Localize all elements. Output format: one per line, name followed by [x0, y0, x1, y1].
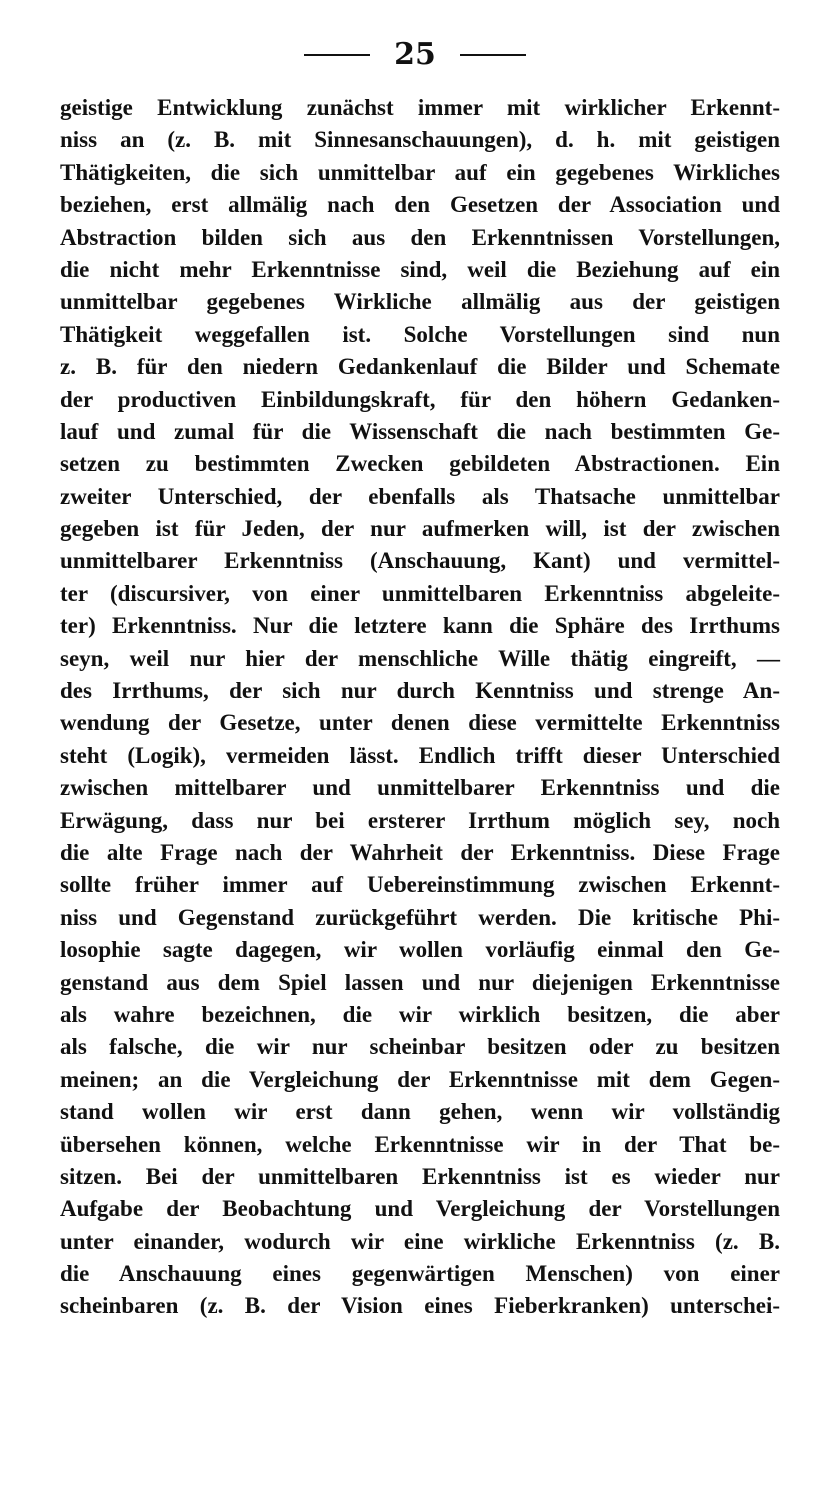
text-line: ter) Erkenntniss. Nur die letztere kann die Sphäre des Irrthums [60, 613, 780, 639]
text-line: scheinbaren (z. B. der Vision eines Fieberkranken) unterschei- [60, 1293, 780, 1319]
text-line: losophie sagte dagegen, wir wollen vorläufig einmal den Ge- [60, 937, 780, 963]
text-line: unter einander, wodurch wir eine wirkliche Erkenntniss (z. B. [60, 1228, 780, 1254]
text-line: ter (discursiver, von einer unmittelbaren Erkenntniss abgeleite- [60, 580, 780, 606]
page-header [0, 30, 830, 80]
body-text [60, 92, 780, 1323]
text-line: setzen zu bestimmten Zwecken gebildeten Abstractionen. Ein [60, 451, 780, 477]
text-line: als falsche, die wir nur scheinbar besitzen oder zu besitzen [60, 1034, 780, 1060]
text-line: niss an (z. B. mit Sinnesanschauungen), d. h. mit geistigen [60, 127, 780, 153]
text-line: Aufgabe der Beobachtung und Vergleichung der Vorstellungen [60, 1196, 780, 1222]
text-line: Abstraction bilden sich aus den Erkenntnissen Vorstellungen, [60, 224, 780, 250]
text-line: lauf und zumal für die Wissenschaft die nach bestimmten Ge- [60, 418, 780, 444]
text-line: übersehen können, welche Erkenntnisse wir in der That be- [60, 1131, 780, 1157]
text-line: genstand aus dem Spiel lassen und nur diejenigen Erkenntnisse [60, 969, 780, 995]
header-rule-left [304, 54, 370, 56]
text-line: seyn, weil nur hier der menschliche Wille thätig eingreift, — [60, 645, 780, 671]
page-number: 25 [394, 37, 436, 72]
text-line: z. B. für den niedern Gedankenlauf die Bilder und Schemate [60, 354, 780, 380]
text-line: zwischen mittelbarer und unmittelbarer Erkenntniss und die [60, 775, 780, 801]
text-line: geistige Entwicklung zunächst immer mit wirklicher Erkennt- [60, 95, 780, 120]
text-line: die alte Frage nach der Wahrheit der Erkenntniss. Diese Frage [60, 839, 780, 865]
text-line: gegeben ist für Jeden, der nur aufmerken will, ist der zwischen [60, 516, 780, 542]
text-line: meinen; an die Vergleichung der Erkenntnisse mit dem Gegen- [60, 1066, 780, 1092]
text-line: niss und Gegenstand zurückgeführt werden. Die kritische Phi- [60, 904, 780, 930]
text-line: als wahre bezeichnen, die wir wirklich besitzen, die aber [60, 1001, 780, 1027]
text-line: die Anschauung eines gegenwärtigen Menschen) von einer [60, 1261, 780, 1287]
text-line: Erwägung, dass nur bei ersterer Irrthum möglich sey, noch [60, 807, 780, 833]
text-line: wendung der Gesetze, unter denen diese vermittelte Erkenntniss [60, 710, 780, 736]
text-line: der productiven Einbildungskraft, für den höhern Gedanken- [60, 386, 780, 412]
text-line: sollte früher immer auf Uebereinstimmung zwischen Erkennt- [60, 872, 780, 898]
text-line: unmittelbar gegebenes Wirkliche allmälig aus der geistigen [60, 289, 780, 315]
text-line: des Irrthums, der sich nur durch Kenntniss und strenge An- [60, 678, 780, 704]
header-rule-right [460, 54, 526, 56]
text-line: beziehen, erst allmälig nach den Gesetzen der Association und [60, 192, 780, 218]
text-line: steht (Logik), vermeiden lässt. Endlich trifft dieser Unterschied [60, 742, 780, 768]
text-line: zweiter Unterschied, der ebenfalls als Thatsache unmittelbar [60, 483, 780, 509]
text-line: sitzen. Bei der unmittelbaren Erkenntniss ist es wieder nur [60, 1163, 780, 1189]
text-line: Thätigkeit weggefallen ist. Solche Vorstellungen sind nun [60, 321, 780, 347]
text-line: stand wollen wir erst dann gehen, wenn wir vollständig [60, 1099, 780, 1125]
text-line: Thätigkeiten, die sich unmittelbar auf ein gegebenes Wirkliches [60, 159, 780, 185]
text-line: unmittelbarer Erkenntniss (Anschauung, Kant) und vermittel- [60, 548, 780, 574]
text-line: die nicht mehr Erkenntnisse sind, weil die Beziehung auf ein [60, 256, 780, 282]
